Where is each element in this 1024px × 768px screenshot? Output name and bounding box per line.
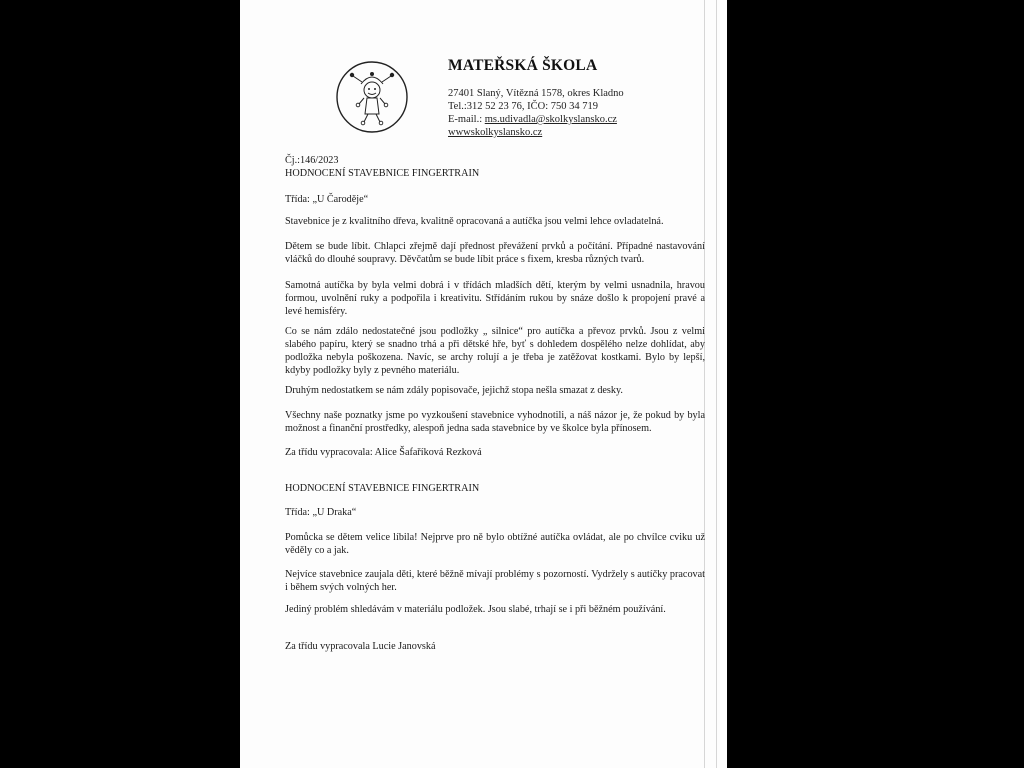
document-page <box>240 0 727 768</box>
school-web-line <box>448 127 542 138</box>
school-email-line <box>448 114 617 125</box>
section2-class: Třída: „U Draka“ <box>285 507 357 518</box>
section2-signature: Za třídu vypracovala Lucie Janovská <box>285 641 436 652</box>
website-link[interactable]: wwwskolkyslansko.cz <box>448 127 543 138</box>
section1-paragraph: Stavebnice je z kvalitního dřeva, kvalitně opracovaná a autíčka jsou velmi lehce ovladatelná. <box>285 216 664 227</box>
section1-class: Třída: „U Čaroděje“ <box>285 194 369 205</box>
section1-paragraph: Druhým nedostatkem se nám zdály popisovače, jejichž stopa nešla smazat z desky. <box>285 385 623 396</box>
scan-artifact-line <box>716 0 717 768</box>
section2-paragraph: Jediný problém shledávám v materiálu podložek. Jsou slabé, trhají se i při běžném používání. <box>285 604 666 615</box>
school-address: 27401 Slaný, Vítězná 1578, okres Kladno <box>448 88 624 99</box>
school-name: MATEŘSKÁ ŠKOLA <box>448 57 598 74</box>
section1-heading: HODNOCENÍ STAVEBNICE FINGERTRAIN <box>285 168 480 179</box>
section2-heading: HODNOCENÍ STAVEBNICE FINGERTRAIN <box>285 483 480 494</box>
school-phone-ico: Tel.:312 52 23 76, IČO: 750 34 719 <box>448 101 599 112</box>
jester-clown-logo-icon <box>335 60 409 134</box>
section1-paragraph: Co se nám zdálo nedostatečné jsou podložky „ silnice“ pro autíčka a převoz prvků. Jsou z velmi slabého papíru, který se snadno trhá a při dětské hře, byť s dohledem dospělého nelze dohlídat, aby podložka nebyla poškozena. Navíc, se archy rolují a je třeba je zatěžovat kostkami. Bylo by lepší, kdyby podložky byly z pevného materiálu. <box>285 326 705 376</box>
section2-paragraph: Pomůcka se dětem velice líbila! Nejprve pro ně bylo obtížné autíčka ovládat, ale po chvílce cviku už věděly co a jak. <box>285 532 705 556</box>
email-link[interactable]: ms.udivadla@skolkyslansko.cz <box>484 114 617 125</box>
email-label: E-mail.: <box>448 114 485 125</box>
section1-signature: Za třídu vypracovala: Alice Šafaříková Rezková <box>285 447 482 458</box>
section2-paragraph: Nejvíce stavebnice zaujala děti, které běžně mívají problémy s pozorností. Vydržely s autíčky pracovat i během svých volných her. <box>285 569 705 593</box>
section1-paragraph: Dětem se bude líbit. Chlapci zřejmě dají přednost převážení prvků a počítání. Případné nastavování vláčků do dlouhé soupravy. Děvčatům se bude líbit práce s fixem, kresba různých tvarů. <box>285 241 705 265</box>
section1-paragraph: Samotná autíčka by byla velmi dobrá i v třídách mladších dětí, kterým by velmi usnadnila, hravou formou, uvolnění ruky a podpořila i kreativitu. Střídáním rukou by snáze došlo k propojení pravé a levé hemisféry. <box>285 280 705 317</box>
reference-number: Čj.:146/2023 <box>285 155 339 166</box>
section1-paragraph: Všechny naše poznatky jsme po vyzkoušení stavebnice vyhodnotili, a náš názor je, že pokud by byla možnost a finanční prostředky, alespoň jedna sada stavebnice by ve školce byla přínosem. <box>285 410 705 434</box>
